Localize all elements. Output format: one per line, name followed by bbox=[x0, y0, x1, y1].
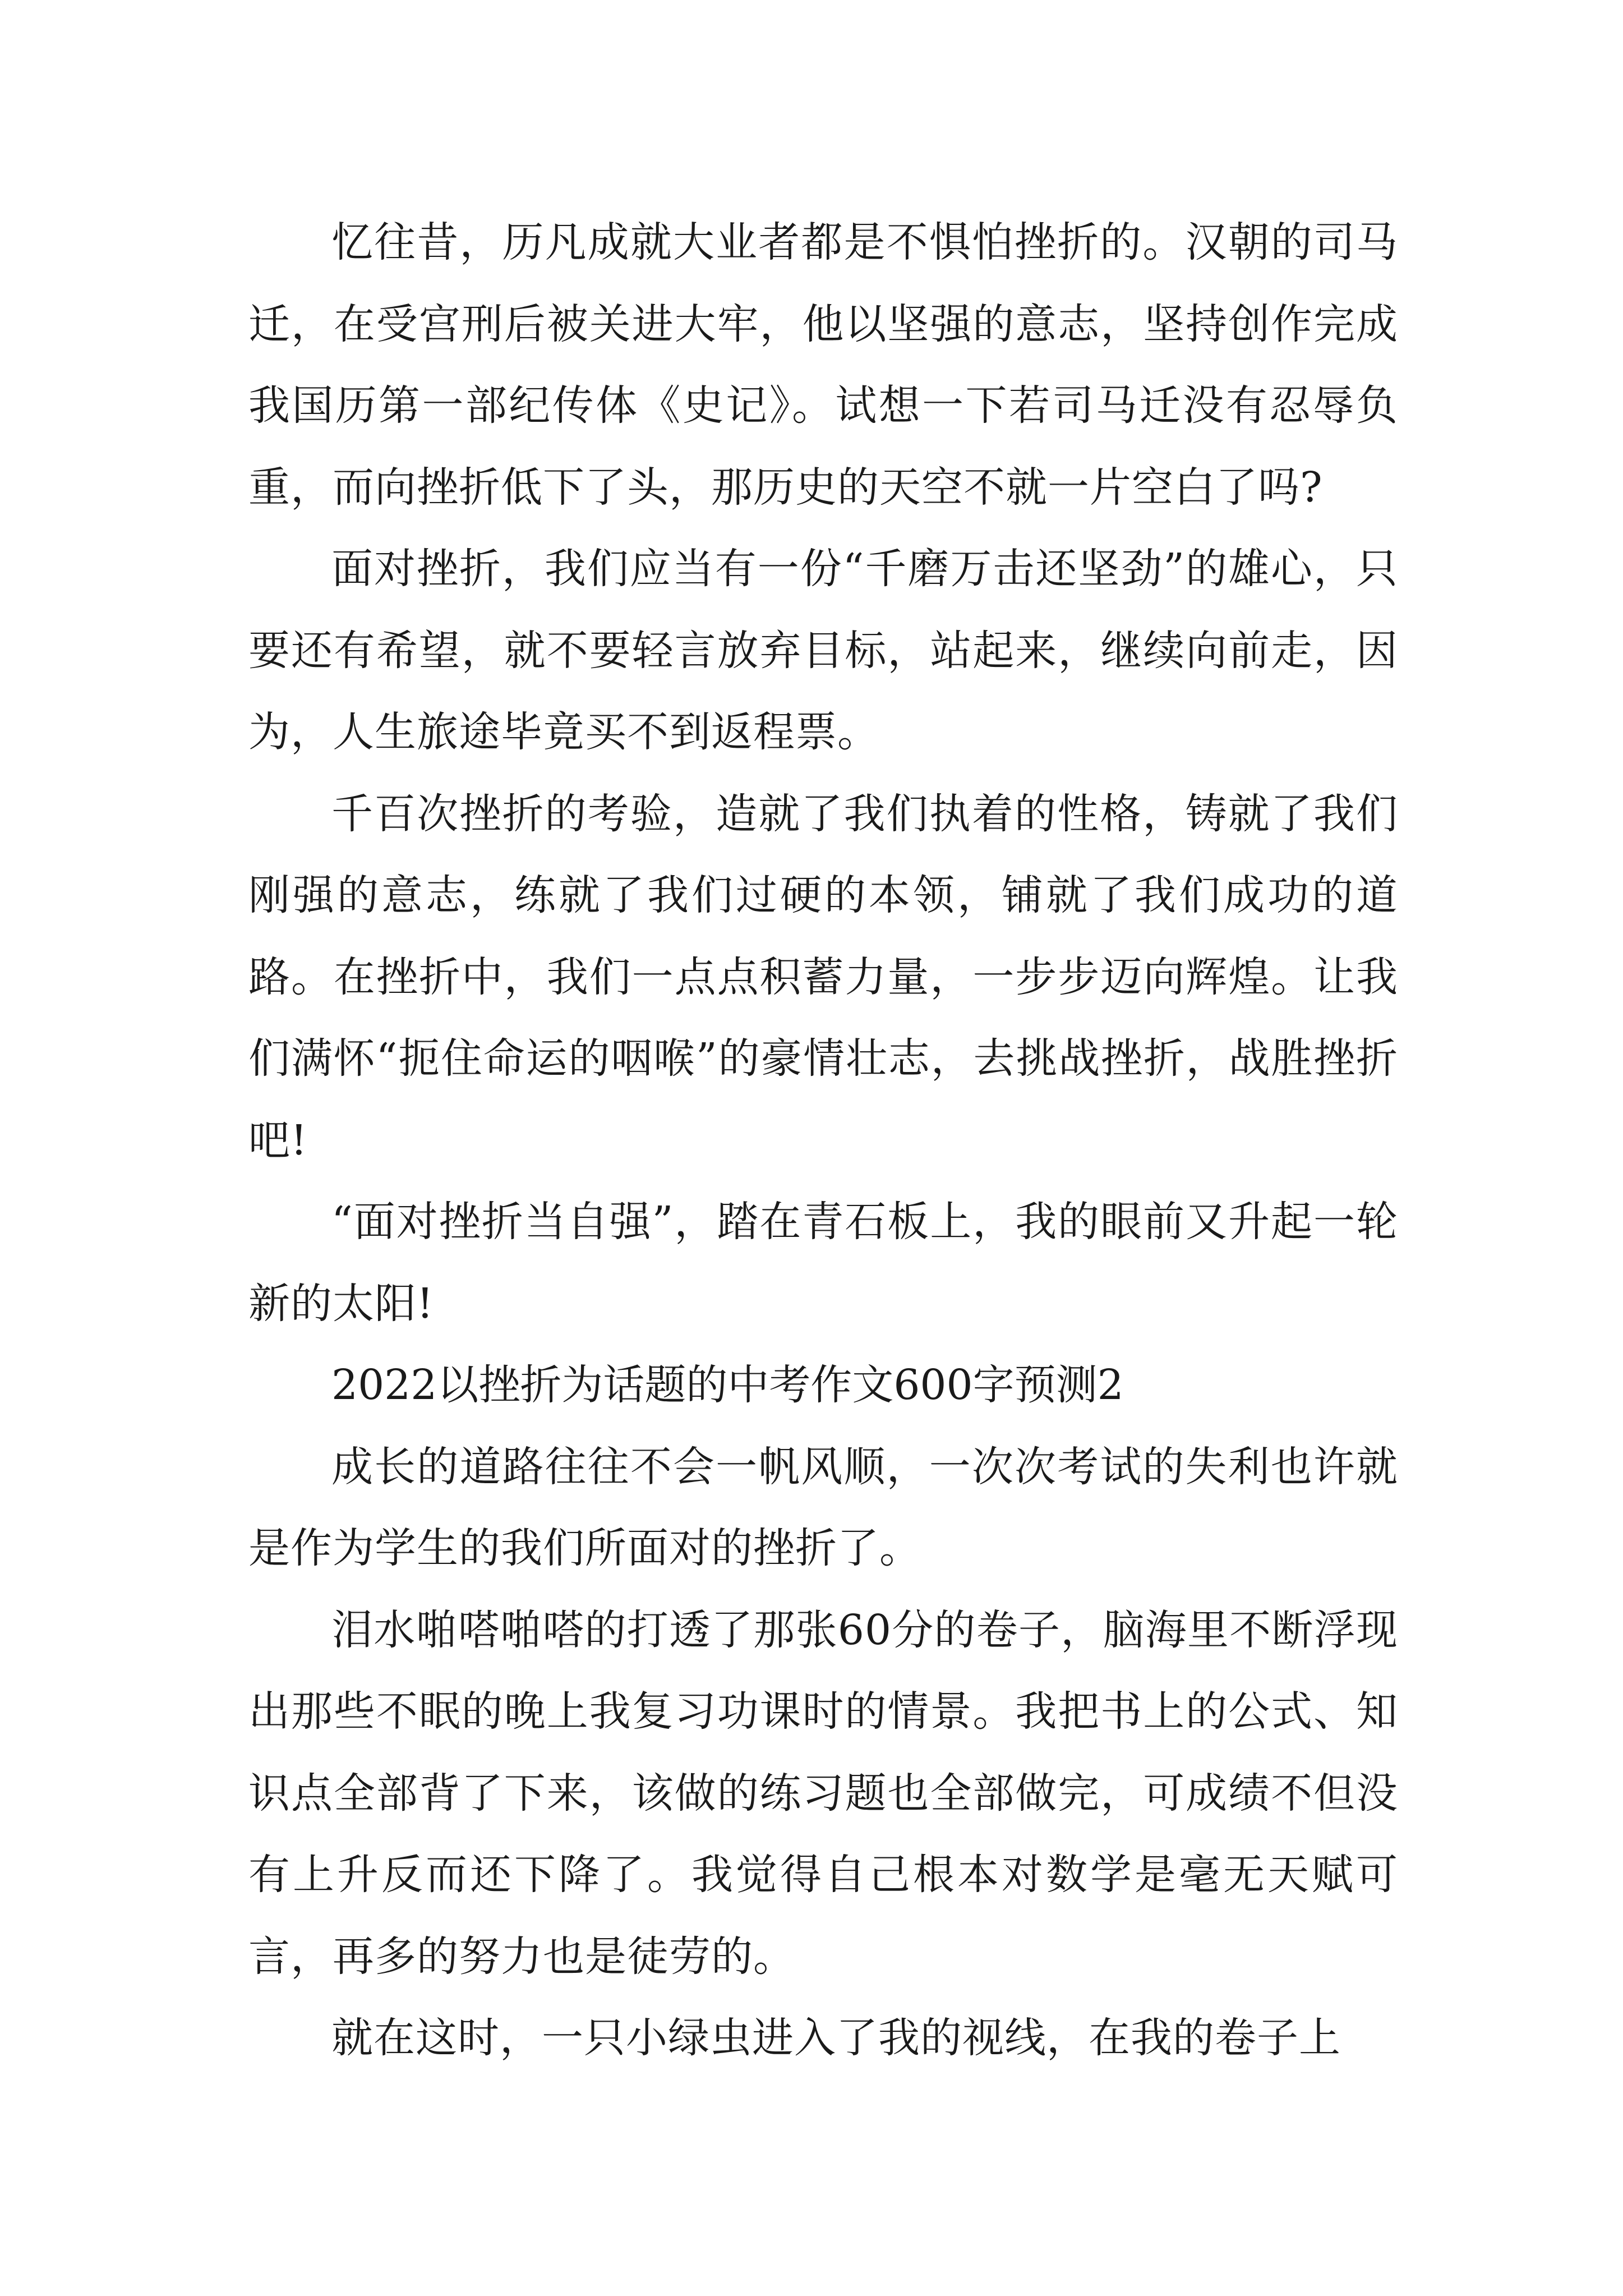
paragraph: 面对挫折，我们应当有一份“千磨万击还坚劲”的雄心，只要还有希望，就不要轻言放弃目标，站起来，继续向前走，因为，人生旅途毕竟买不到返程票。 bbox=[248, 545, 1398, 756]
paragraph: “面对挫折当自强”，踏在青石板上，我的眼前又升起一轮新的太阳! bbox=[248, 1198, 1398, 1328]
paragraph: 泪水啪嗒啪嗒的打透了那张60分的卷子，脑海里不断浮现出那些不眠的晚上我复习功课时的情景。我把书上的公式、知识点全部背了下来，该做的练习题也全部做完，可成绩不但没有上升反而还下降了。我觉得自己根本对数学是毫无天赋可言，再多的努力也是徒劳的。 bbox=[248, 1605, 1398, 1981]
essay-heading: 2022以挫折为话题的中考作文600字预测2 bbox=[331, 1361, 1124, 1409]
paragraph: 千百次挫折的考验，造就了我们执着的性格，铸就了我们刚强的意志，练就了我们过硬的本领，铺就了我们成功的道路。在挫折中，我们一点点积蓄力量，一步步迈向辉煌。让我们满怀“扼住命运的咽喉”的豪情壮志，去挑战挫折，战胜挫折吧! bbox=[248, 789, 1398, 1165]
paragraph: 就在这时，一只小绿虫进入了我的视线，在我的卷子上 bbox=[331, 2014, 1341, 2062]
essay-body bbox=[248, 202, 1398, 2079]
paragraph: 成长的道路往往不会一帆风顺，一次次考试的失利也许就是作为学生的我们所面对的挫折了。 bbox=[248, 1442, 1398, 1572]
paragraph: 忆往昔，历凡成就大业者都是不惧怕挫折的。汉朝的司马迁，在受宫刑后被关进大牢，他以坚强的意志，坚持创作完成我国历第一部纪传体《史记》。试想一下若司马迁没有忍辱负重，而向挫折低下了头，那历史的天空不就一片空白了吗? bbox=[248, 218, 1398, 512]
